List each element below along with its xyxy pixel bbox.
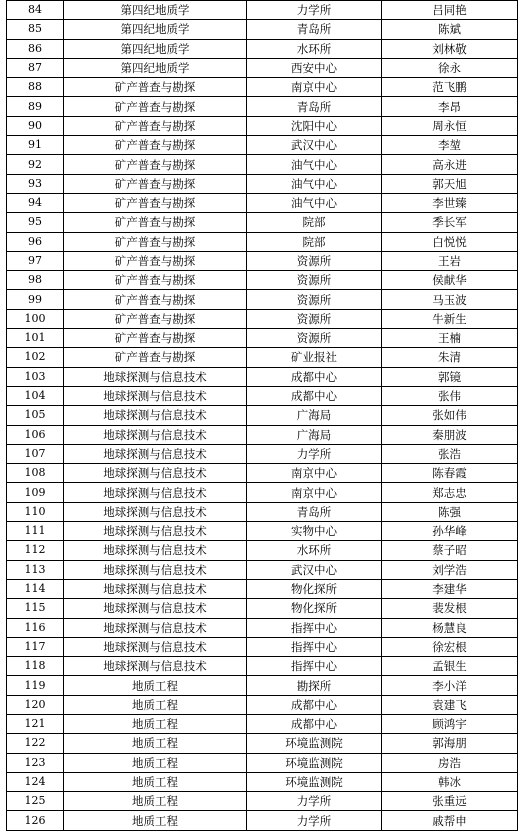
- person-name-cell: 张浩: [382, 444, 518, 463]
- row-number-cell: 89: [7, 97, 64, 116]
- person-name-cell: 马玉波: [382, 290, 518, 309]
- unit-cell: 油气中心: [247, 155, 382, 174]
- row-number-cell: 112: [7, 541, 64, 560]
- discipline-cell: 地质工程: [64, 772, 247, 791]
- row-number-cell: 86: [7, 39, 64, 58]
- table-row: [7, 251, 518, 270]
- discipline-cell: 矿产普查与勘探: [64, 232, 247, 251]
- discipline-cell: 地球探测与信息技术: [64, 367, 247, 386]
- person-name-cell: 李世臻: [382, 193, 518, 212]
- unit-cell: 沈阳中心: [247, 116, 382, 135]
- person-name-cell: 季长军: [382, 213, 518, 232]
- row-number-cell: 108: [7, 464, 64, 483]
- row-number-cell: 105: [7, 406, 64, 425]
- unit-cell: 资源所: [247, 329, 382, 348]
- person-name-cell: 刘林敬: [382, 39, 518, 58]
- discipline-cell: 地球探测与信息技术: [64, 599, 247, 618]
- row-number-cell: 84: [7, 1, 64, 20]
- unit-cell: 力学所: [247, 792, 382, 811]
- unit-cell: 指挥中心: [247, 618, 382, 637]
- discipline-cell: 地球探测与信息技术: [64, 483, 247, 502]
- row-number-cell: 97: [7, 251, 64, 270]
- table-row: [7, 271, 518, 290]
- row-number-cell: 95: [7, 213, 64, 232]
- table-row: [7, 193, 518, 212]
- row-number-cell: 113: [7, 560, 64, 579]
- table-row: [7, 541, 518, 560]
- person-name-cell: 裴发根: [382, 599, 518, 618]
- row-number-cell: 122: [7, 734, 64, 753]
- row-number-cell: 117: [7, 637, 64, 656]
- person-name-cell: 刘学浩: [382, 560, 518, 579]
- roster-table: [6, 0, 518, 831]
- row-number-cell: 124: [7, 772, 64, 791]
- row-number-cell: 104: [7, 386, 64, 405]
- unit-cell: 油气中心: [247, 174, 382, 193]
- unit-cell: 环境监测院: [247, 734, 382, 753]
- discipline-cell: 地球探测与信息技术: [64, 464, 247, 483]
- table-row: [7, 232, 518, 251]
- row-number-cell: 98: [7, 271, 64, 290]
- row-number-cell: 121: [7, 714, 64, 733]
- discipline-cell: 矿产普查与勘探: [64, 193, 247, 212]
- discipline-cell: 矿产普查与勘探: [64, 329, 247, 348]
- unit-cell: 资源所: [247, 271, 382, 290]
- unit-cell: 西安中心: [247, 58, 382, 77]
- unit-cell: 环境监测院: [247, 772, 382, 791]
- unit-cell: 成都中心: [247, 367, 382, 386]
- row-number-cell: 87: [7, 58, 64, 77]
- discipline-cell: 矿产普查与勘探: [64, 78, 247, 97]
- unit-cell: 南京中心: [247, 78, 382, 97]
- person-name-cell: 李建华: [382, 579, 518, 598]
- person-name-cell: 韩冰: [382, 772, 518, 791]
- discipline-cell: 矿产普查与勘探: [64, 136, 247, 155]
- discipline-cell: 第四纪地质学: [64, 39, 247, 58]
- person-name-cell: 孟银生: [382, 657, 518, 676]
- discipline-cell: 第四纪地质学: [64, 20, 247, 39]
- person-name-cell: 陈春霞: [382, 464, 518, 483]
- unit-cell: 资源所: [247, 251, 382, 270]
- table-row: [7, 734, 518, 753]
- unit-cell: 院部: [247, 232, 382, 251]
- discipline-cell: 地质工程: [64, 734, 247, 753]
- discipline-cell: 地质工程: [64, 695, 247, 714]
- discipline-cell: 地质工程: [64, 753, 247, 772]
- discipline-cell: 地球探测与信息技术: [64, 579, 247, 598]
- table-row: [7, 20, 518, 39]
- row-number-cell: 111: [7, 522, 64, 541]
- discipline-cell: 矿产普查与勘探: [64, 271, 247, 290]
- unit-cell: 南京中心: [247, 483, 382, 502]
- row-number-cell: 93: [7, 174, 64, 193]
- row-number-cell: 103: [7, 367, 64, 386]
- person-name-cell: 袁建飞: [382, 695, 518, 714]
- table-row: [7, 464, 518, 483]
- table-row: [7, 1, 518, 20]
- table-row: [7, 522, 518, 541]
- discipline-cell: 地球探测与信息技术: [64, 502, 247, 521]
- person-name-cell: 牛新生: [382, 309, 518, 328]
- discipline-cell: 矿产普查与勘探: [64, 251, 247, 270]
- discipline-cell: 地球探测与信息技术: [64, 425, 247, 444]
- discipline-cell: 矿产普查与勘探: [64, 155, 247, 174]
- person-name-cell: 王岩: [382, 251, 518, 270]
- table-row: [7, 714, 518, 733]
- table-row: [7, 213, 518, 232]
- table-row: [7, 78, 518, 97]
- table-row: [7, 618, 518, 637]
- discipline-cell: 地球探测与信息技术: [64, 522, 247, 541]
- discipline-cell: 地球探测与信息技术: [64, 560, 247, 579]
- table-row: [7, 502, 518, 521]
- row-number-cell: 116: [7, 618, 64, 637]
- table-row: [7, 58, 518, 77]
- row-number-cell: 92: [7, 155, 64, 174]
- person-name-cell: 王楠: [382, 329, 518, 348]
- unit-cell: 水环所: [247, 39, 382, 58]
- person-name-cell: 白悦悦: [382, 232, 518, 251]
- table-row: [7, 386, 518, 405]
- table-row: [7, 309, 518, 328]
- person-name-cell: 李昂: [382, 97, 518, 116]
- discipline-cell: 矿产普查与勘探: [64, 116, 247, 135]
- person-name-cell: 郑志忠: [382, 483, 518, 502]
- unit-cell: 青岛所: [247, 20, 382, 39]
- unit-cell: 油气中心: [247, 193, 382, 212]
- unit-cell: 资源所: [247, 309, 382, 328]
- unit-cell: 力学所: [247, 444, 382, 463]
- row-number-cell: 91: [7, 136, 64, 155]
- person-name-cell: 张重远: [382, 792, 518, 811]
- table-row: [7, 425, 518, 444]
- row-number-cell: 94: [7, 193, 64, 212]
- unit-cell: 资源所: [247, 290, 382, 309]
- row-number-cell: 119: [7, 676, 64, 695]
- person-name-cell: 吕同艳: [382, 1, 518, 20]
- person-name-cell: 周永恒: [382, 116, 518, 135]
- row-number-cell: 123: [7, 753, 64, 772]
- person-name-cell: 徐永: [382, 58, 518, 77]
- person-name-cell: 郭镜: [382, 367, 518, 386]
- unit-cell: 成都中心: [247, 695, 382, 714]
- row-number-cell: 125: [7, 792, 64, 811]
- row-number-cell: 115: [7, 599, 64, 618]
- unit-cell: 成都中心: [247, 714, 382, 733]
- unit-cell: 物化探所: [247, 599, 382, 618]
- table-row: [7, 579, 518, 598]
- unit-cell: 指挥中心: [247, 637, 382, 656]
- unit-cell: 成都中心: [247, 386, 382, 405]
- person-name-cell: 秦朋波: [382, 425, 518, 444]
- discipline-cell: 矿产普查与勘探: [64, 97, 247, 116]
- person-name-cell: 李小洋: [382, 676, 518, 695]
- table-row: [7, 676, 518, 695]
- table-row: [7, 116, 518, 135]
- unit-cell: 广海局: [247, 425, 382, 444]
- row-number-cell: 102: [7, 348, 64, 367]
- discipline-cell: 矿产普查与勘探: [64, 309, 247, 328]
- person-name-cell: 朱清: [382, 348, 518, 367]
- row-number-cell: 85: [7, 20, 64, 39]
- unit-cell: 指挥中心: [247, 657, 382, 676]
- row-number-cell: 120: [7, 695, 64, 714]
- discipline-cell: 地球探测与信息技术: [64, 444, 247, 463]
- table-row: [7, 406, 518, 425]
- discipline-cell: 地质工程: [64, 714, 247, 733]
- table-row: [7, 637, 518, 656]
- unit-cell: 水环所: [247, 541, 382, 560]
- table-row: [7, 753, 518, 772]
- row-number-cell: 90: [7, 116, 64, 135]
- unit-cell: 力学所: [247, 1, 382, 20]
- discipline-cell: 矿产普查与勘探: [64, 174, 247, 193]
- unit-cell: 环境监测院: [247, 753, 382, 772]
- discipline-cell: 地质工程: [64, 792, 247, 811]
- discipline-cell: 地质工程: [64, 811, 247, 830]
- unit-cell: 武汉中心: [247, 560, 382, 579]
- table-row: [7, 39, 518, 58]
- table-row: [7, 367, 518, 386]
- discipline-cell: 矿产普查与勘探: [64, 348, 247, 367]
- row-number-cell: 114: [7, 579, 64, 598]
- person-name-cell: 张如伟: [382, 406, 518, 425]
- person-name-cell: 李堃: [382, 136, 518, 155]
- row-number-cell: 107: [7, 444, 64, 463]
- row-number-cell: 126: [7, 811, 64, 830]
- unit-cell: 院部: [247, 213, 382, 232]
- person-name-cell: 张伟: [382, 386, 518, 405]
- unit-cell: 实物中心: [247, 522, 382, 541]
- unit-cell: 武汉中心: [247, 136, 382, 155]
- table-row: [7, 695, 518, 714]
- person-name-cell: 陈斌: [382, 20, 518, 39]
- table-row: [7, 136, 518, 155]
- discipline-cell: 第四纪地质学: [64, 58, 247, 77]
- person-name-cell: 蔡子昭: [382, 541, 518, 560]
- discipline-cell: 地球探测与信息技术: [64, 657, 247, 676]
- row-number-cell: 101: [7, 329, 64, 348]
- table-row: [7, 444, 518, 463]
- person-name-cell: 郭海朋: [382, 734, 518, 753]
- table-row: [7, 811, 518, 830]
- row-number-cell: 96: [7, 232, 64, 251]
- table-row: [7, 657, 518, 676]
- table-row: [7, 97, 518, 116]
- table-row: [7, 560, 518, 579]
- person-name-cell: 高永进: [382, 155, 518, 174]
- unit-cell: 青岛所: [247, 502, 382, 521]
- unit-cell: 力学所: [247, 811, 382, 830]
- person-name-cell: 范飞鹏: [382, 78, 518, 97]
- person-name-cell: 戚帮申: [382, 811, 518, 830]
- unit-cell: 南京中心: [247, 464, 382, 483]
- discipline-cell: 地球探测与信息技术: [64, 406, 247, 425]
- person-name-cell: 房浩: [382, 753, 518, 772]
- discipline-cell: 地球探测与信息技术: [64, 541, 247, 560]
- person-name-cell: 孙华峰: [382, 522, 518, 541]
- row-number-cell: 99: [7, 290, 64, 309]
- table-row: [7, 599, 518, 618]
- person-name-cell: 郭天旭: [382, 174, 518, 193]
- person-name-cell: 徐宏根: [382, 637, 518, 656]
- table-row: [7, 329, 518, 348]
- row-number-cell: 106: [7, 425, 64, 444]
- table-row: [7, 772, 518, 791]
- discipline-cell: 地球探测与信息技术: [64, 618, 247, 637]
- table-row: [7, 174, 518, 193]
- table-row: [7, 155, 518, 174]
- discipline-cell: 地质工程: [64, 676, 247, 695]
- discipline-cell: 地球探测与信息技术: [64, 386, 247, 405]
- discipline-cell: 第四纪地质学: [64, 1, 247, 20]
- row-number-cell: 100: [7, 309, 64, 328]
- row-number-cell: 109: [7, 483, 64, 502]
- unit-cell: 矿业报社: [247, 348, 382, 367]
- person-name-cell: 侯献华: [382, 271, 518, 290]
- table-row: [7, 290, 518, 309]
- person-name-cell: 陈强: [382, 502, 518, 521]
- discipline-cell: 矿产普查与勘探: [64, 290, 247, 309]
- person-name-cell: 杨慧良: [382, 618, 518, 637]
- discipline-cell: 地球探测与信息技术: [64, 637, 247, 656]
- unit-cell: 物化探所: [247, 579, 382, 598]
- table-row: [7, 792, 518, 811]
- table-row: [7, 348, 518, 367]
- row-number-cell: 118: [7, 657, 64, 676]
- table-row: [7, 483, 518, 502]
- discipline-cell: 矿产普查与勘探: [64, 213, 247, 232]
- unit-cell: 青岛所: [247, 97, 382, 116]
- row-number-cell: 110: [7, 502, 64, 521]
- unit-cell: 广海局: [247, 406, 382, 425]
- row-number-cell: 88: [7, 78, 64, 97]
- person-name-cell: 顾鸿宇: [382, 714, 518, 733]
- roster-table-body: [7, 1, 518, 831]
- unit-cell: 勘探所: [247, 676, 382, 695]
